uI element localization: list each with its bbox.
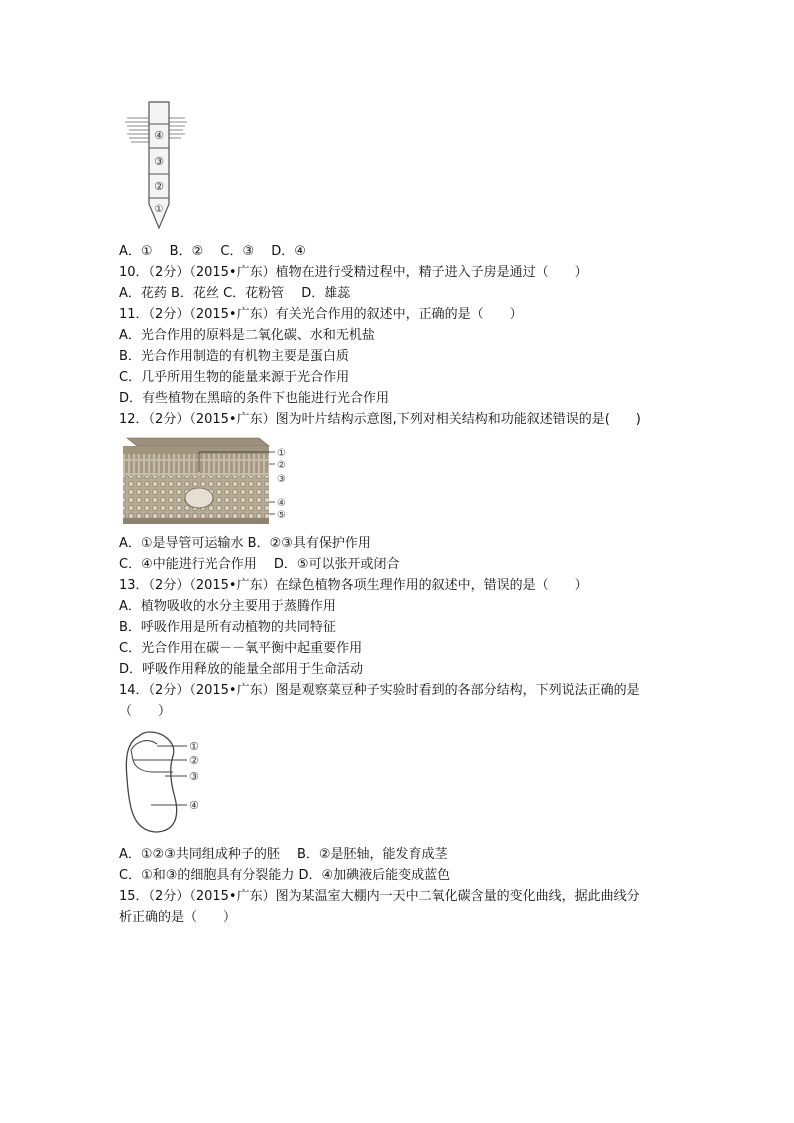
q11-option-b: B．光合作用制造的有机物主要是蛋白质 [119,349,349,364]
root-label-3: ③ [154,155,164,168]
q12-options-ab: A．①是导管可运输水 B．②③具有保护作用 [119,536,371,551]
root-tip-figure [119,100,189,235]
leaf-label-5: ⑤ [277,510,286,521]
q13-option-a: A．植物吸收的水分主要用于蒸腾作用 [119,599,336,614]
q13-stem: 13．（2分）（2015•广东）在绿色植物各项生理作用的叙述中，错误的是（ ） [119,578,588,593]
q15-stem: 15．（2分）（2015•广东）图为某温室大棚内一天中二氧化碳含量的变化曲线，据此曲线分 [119,889,640,904]
leaf-label-3: ③ [277,474,286,485]
q12-options-cd: C．④中能进行光合作用 D．⑤可以张开或闭合 [119,557,400,572]
seed-label-3: ③ [189,770,199,783]
q15-stem-cont: 析正确的是（ ） [119,910,237,925]
seed-label-4: ④ [189,799,199,812]
q10-options: A．花药 B．花丝 C．花粉管 D．雄蕊 [119,286,351,301]
leaf-label-4: ④ [277,498,286,509]
q11-stem: 11．（2分）（2015•广东）有关光合作用的叙述中，正确的是（ ） [119,307,523,322]
q13-option-d: D．呼吸作用释放的能量全部用于生命活动 [119,662,364,677]
q14-stem-cont: （ ） [119,704,172,719]
q14-stem: 14．（2分）（2015•广东）图是观察菜豆种子实验时看到的各部分结构，下列说法正确的是 [119,683,640,698]
q13-option-b: B．呼吸作用是所有动植物的共同特征 [119,620,336,635]
q11-option-c: C．几乎所用生物的能量来源于光合作用 [119,370,350,385]
q12-stem: 12．（2分）（2015•广东）图为叶片结构示意图,下列对相关结构和功能叙述错误的是( ) [119,412,641,427]
root-label-4: ④ [154,129,164,142]
q13-option-c: C．光合作用在碳－－氧平衡中起重要作用 [119,641,363,656]
q14-options-cd: C．①和③的细胞具有分裂能力 D．④加碘液后能变成蓝色 [119,868,451,883]
root-label-1: ① [154,204,164,215]
q10-stem: 10．（2分）（2015•广东）植物在进行受精过程中，精子进入子房是通过（ ） [119,265,588,280]
leaf-structure-figure [119,432,289,530]
leaf-label-2: ② [277,460,286,471]
root-label-2: ② [154,180,164,193]
bean-seed-figure [119,728,214,838]
q9-options: A．① B．② C．③ D．④ [119,244,306,259]
seed-label-2: ② [189,754,199,767]
leaf-label-1: ① [277,448,286,459]
seed-label-1: ① [189,740,199,753]
q11-option-a: A．光合作用的原料是二氧化碳、水和无机盐 [119,328,375,343]
q14-options-ab: A．①②③共同组成种子的胚 B．②是胚轴，能发育成茎 [119,847,448,862]
q11-option-d: D．有些植物在黑暗的条件下也能进行光合作用 [119,391,390,406]
